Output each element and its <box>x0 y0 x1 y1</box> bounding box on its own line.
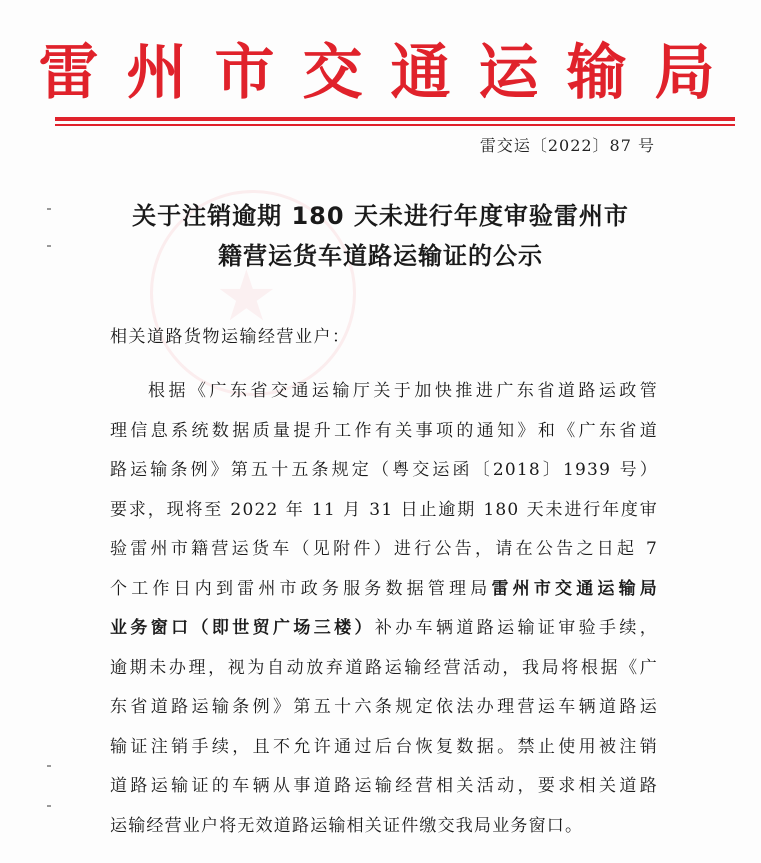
body-line: 道路运输证的车辆从事道路运输经营相关活动，要求相关道路 <box>110 776 658 796</box>
body-line: 输证注销手续，且不允许通过后台恢复数据。禁止使用被注销 <box>110 736 658 757</box>
body-text-span: 补办车辆道路运输证审验手续， <box>374 618 658 638</box>
body-line: 逾期未办理，视为自动放弃道路运输经营活动，我局将根据《广 <box>110 657 658 678</box>
body-line: 东省道路运输条例》第五十六条规定依法办理营运车辆道路运 <box>110 697 658 717</box>
body-line: 理信息系统数据质量提升工作有关事项的通知》和《广东省道 <box>110 420 658 441</box>
document-number: 雷交运〔2022〕87 号 <box>479 136 655 155</box>
body-line: 验雷州市籍营运货车（见附件）进行公告，请在公告之日起 7 <box>110 539 658 559</box>
body-text-span: 个工作日内到雷州市政务服务数据管理局 <box>110 578 492 599</box>
body-line: 运输经营业户将无效道路运输相关证件缴交我局业务窗口。 <box>110 815 584 836</box>
margin-mark <box>47 245 51 247</box>
header-red-rule <box>55 117 735 121</box>
header-red-rule-thin <box>55 124 735 126</box>
agency-header: 雷州市交通运输局 <box>38 38 743 108</box>
document-title-line-2: 籍营运货车道路运输证的公示 <box>218 242 543 270</box>
addressee: 相关道路货物运输经营业户： <box>110 327 351 347</box>
body-line: 要求，现将至 2022 年 11 月 31 日止逾期 180 天未进行年度审 <box>110 499 658 520</box>
body-line: 路运输条例》第五十五条规定（粤交运函〔2018〕1939 号） <box>110 460 658 480</box>
seal-star-icon: ★ <box>215 255 278 337</box>
body-line: 根据《广东省交通运输厅关于加快推进广东省道路运政管 <box>148 381 658 401</box>
body-line <box>110 570 658 610</box>
body-bold-span: 业务窗口（即世贸广场三楼） <box>110 618 375 638</box>
margin-mark <box>47 208 51 210</box>
body-bold-span: 雷州市交通运输局 <box>491 578 658 599</box>
body-text <box>110 372 658 846</box>
body-line <box>110 609 658 649</box>
margin-mark <box>47 765 51 767</box>
document-title-line-1: 关于注销逾期 180 天未进行年度审验雷州市 <box>132 202 629 230</box>
margin-mark <box>47 805 51 807</box>
